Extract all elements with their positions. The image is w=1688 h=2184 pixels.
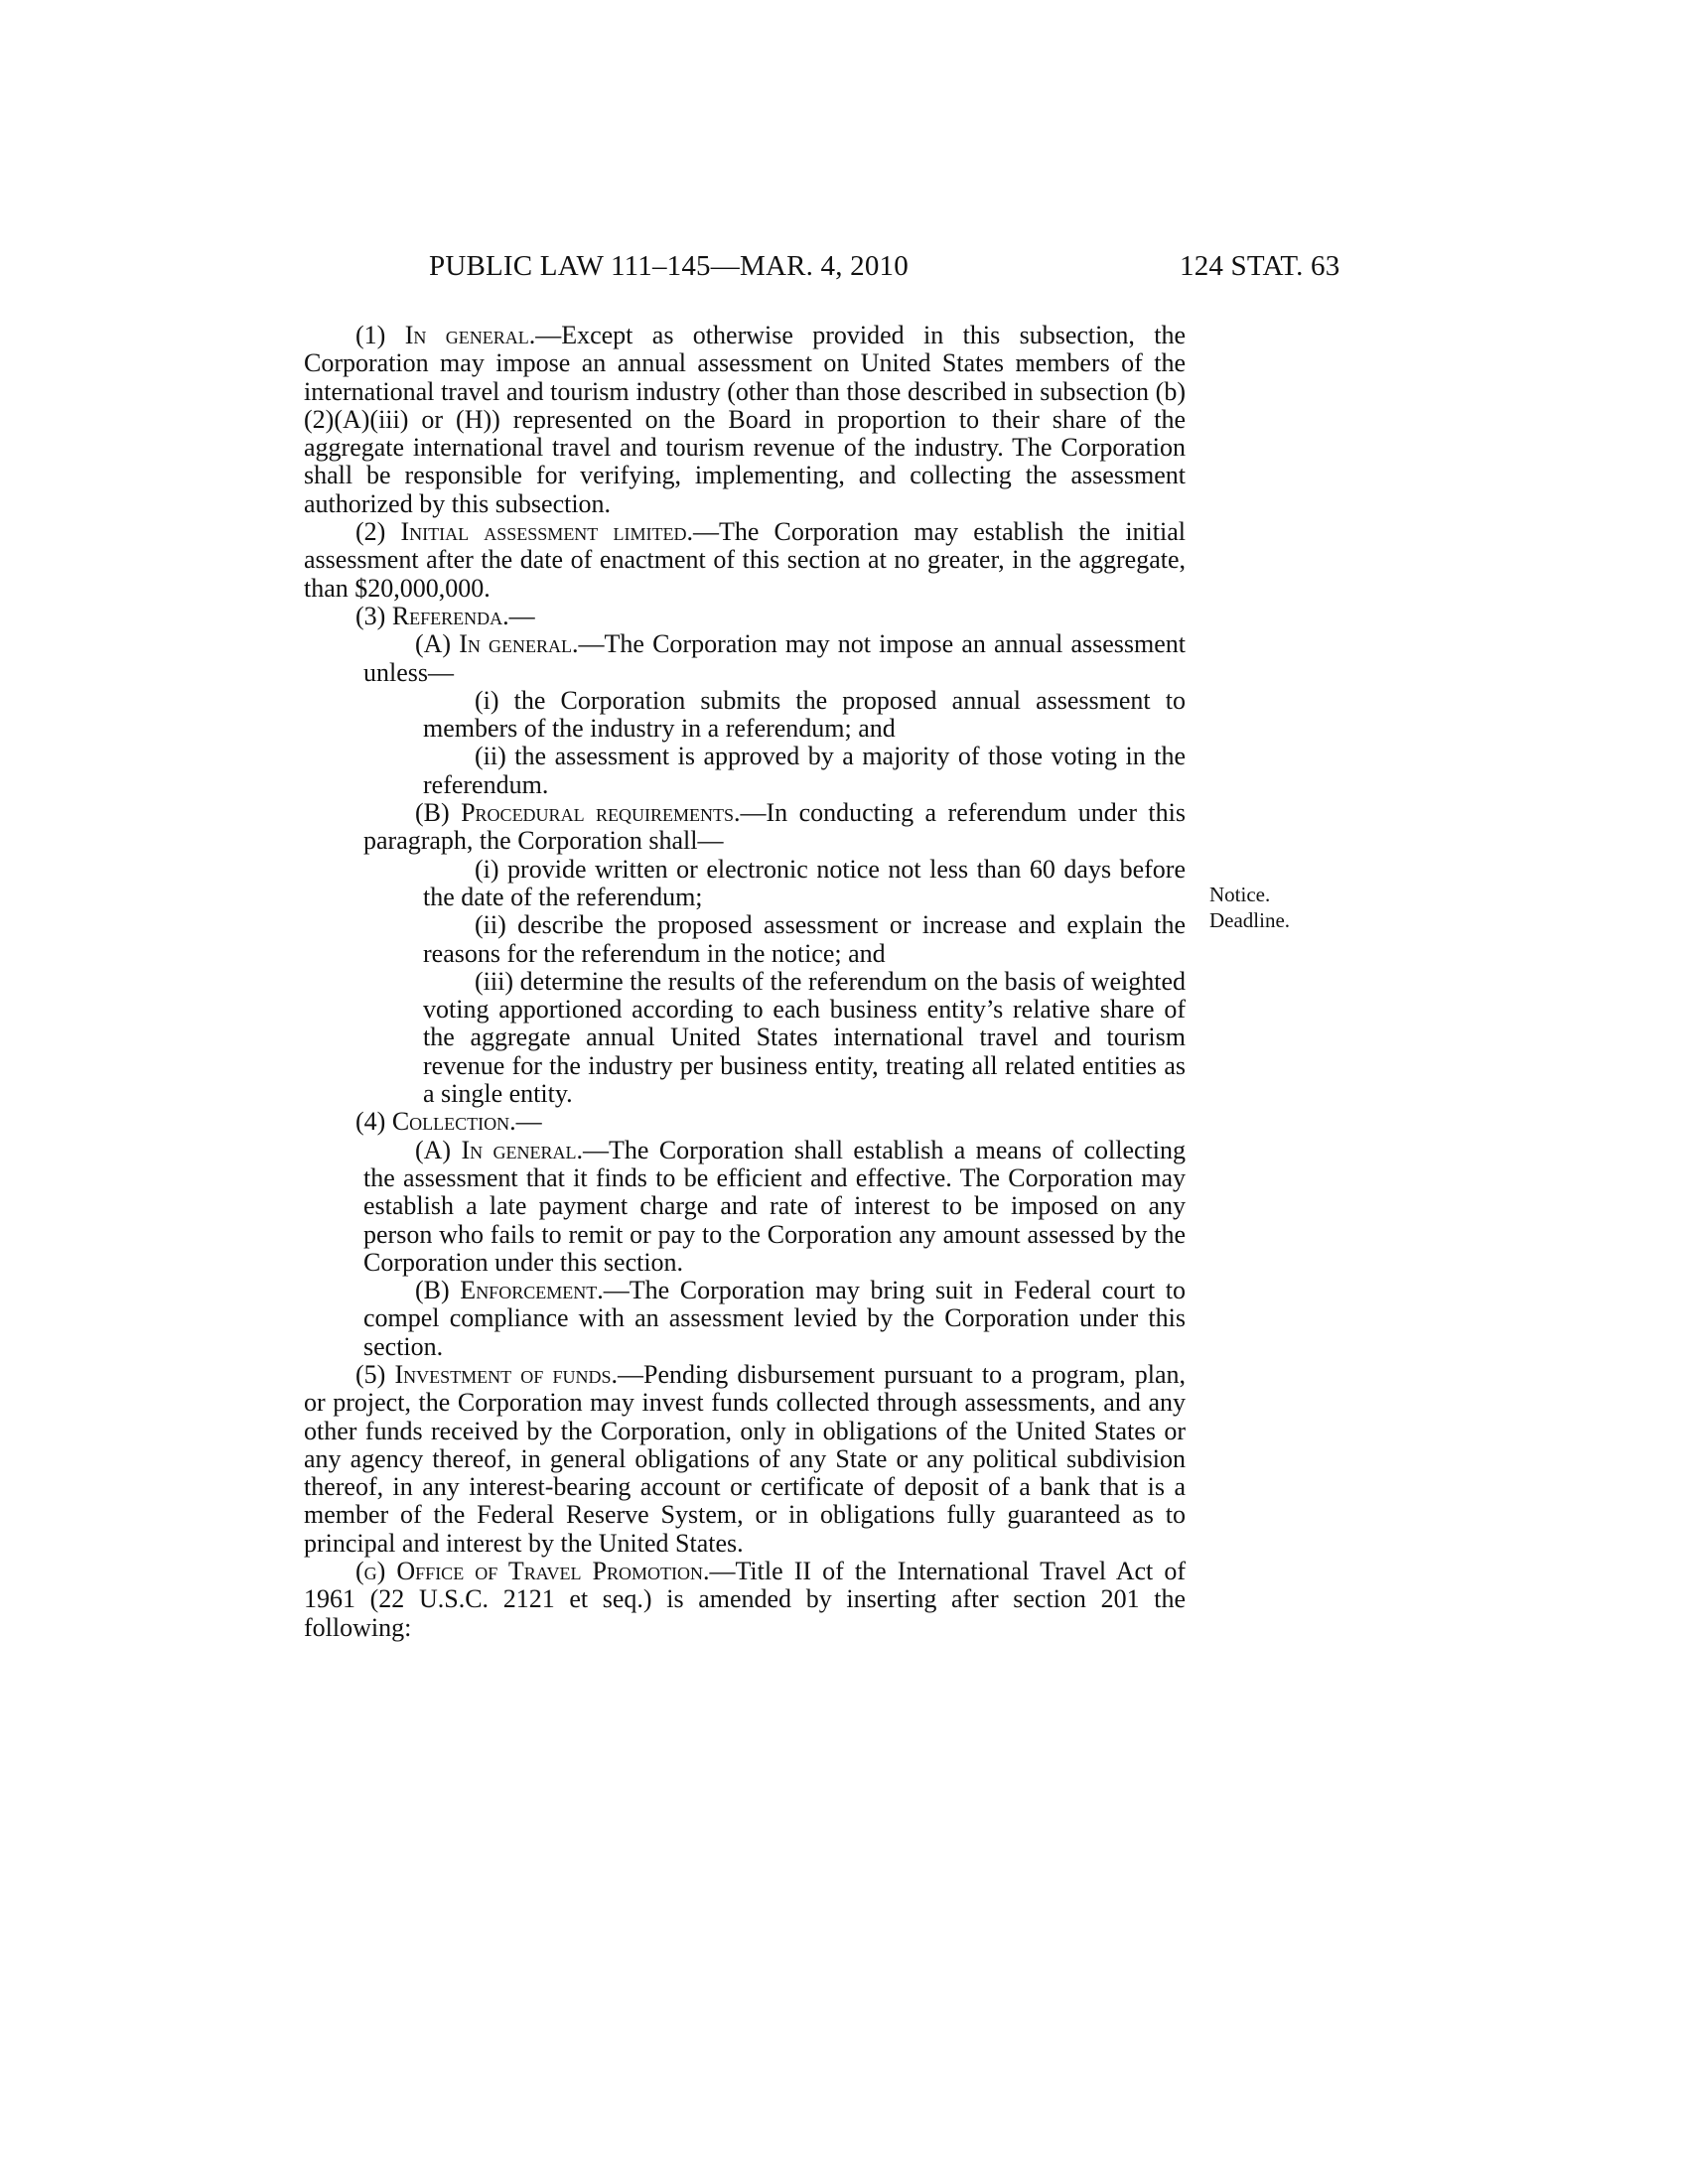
margin-note-deadline: Deadline.: [1209, 908, 1291, 932]
clause-3A-ii: (ii) the assessment is approved by a majority of those voting in the referendum.: [423, 742, 1186, 799]
subparagraph-4B-heading: (B) Enforcement.: [415, 1276, 604, 1305]
paragraph-4: [304, 1108, 1186, 1136]
paragraph-1-heading: (1) In general.: [355, 321, 536, 349]
paragraph-4-text: —: [515, 1107, 542, 1137]
subparagraph-3A-text: —The Corporation may not impose an annual assessment unless—: [363, 629, 1186, 687]
subparagraph-3A-heading: (A) In general.: [415, 629, 579, 659]
statute-body: [304, 322, 1186, 1642]
paragraph-4-heading: (4) Collection.: [355, 1107, 516, 1137]
paragraph-1-text: —Except as otherwise provided in this subsection, the Corporation may impose an annual assessment on United States members of the international travel and tourism industry (other than those described in subsection (b)(2)(A)(iii) or (H)) represented on the Board in proportion to their share of the aggregate international travel and tourism revenue of the industry. The Corporation shall be responsible for verifying, implementing, and collecting the assessment authorized by this subsection.: [304, 321, 1186, 518]
running-head-title: PUBLIC LAW 111–145—MAR. 4, 2010: [429, 250, 909, 282]
subparagraph-3B: [304, 799, 1186, 856]
paragraph-5-heading: (5) Investment of funds.: [355, 1359, 618, 1389]
subparagraph-3B-text: —In conducting a referendum under this paragraph, the Corporation shall—: [363, 798, 1186, 856]
running-head-stat-citation: 124 STAT. 63: [1180, 250, 1340, 282]
paragraph-5-text: —Pending disbursement pursuant to a program, plan, or project, the Corporation may invest funds collected through assessments, and any other funds received by the Corporation, only in obligations of the United States or any agency thereof, in general obligations of any State or any political subdivision thereof, in any interest-bearing account or certificate of deposit of a bank that is a member of the Federal Reserve System, or in obligations fully guaranteed as to principal and interest by the United States.: [304, 1359, 1186, 1558]
subsection-g-text: —Title II of the International Travel Act of 1961 (22 U.S.C. 2121 et seq.) is amended by inserting after section 201 the following:: [304, 1557, 1186, 1642]
subsection-g: [304, 1558, 1186, 1642]
clause-3B-i: (i) provide written or electronic notice not less than 60 days before the date of the referendum;: [423, 854, 1186, 911]
subparagraph-4A-text: —The Corporation shall establish a means of collecting the assessment that it finds to be efficient and effective. The Corporation may establish a late payment charge and rate of interest to be imposed on any person who fails to remit or pay to the Corporation any amount assessed by the Corporation under this section.: [363, 1135, 1186, 1277]
subparagraph-4B-text: —The Corporation may bring suit in Federal court to compel compliance with an assessment levied by the Corporation under this section.: [363, 1276, 1186, 1361]
paragraph-1: [304, 322, 1186, 518]
margin-note-notice: Notice.: [1209, 883, 1271, 906]
paragraph-2-heading: (2) Initial assessment limited.: [355, 517, 693, 547]
subsection-g-heading: (g) Office of Travel Promotion.: [355, 1557, 710, 1586]
clause-3A-i: (i) the Corporation submits the proposed annual assessment to members of the industry in a referendum; and: [423, 685, 1186, 744]
subparagraph-3B-heading: (B) Procedural requirements.: [415, 798, 741, 828]
running-head: [0, 250, 1688, 290]
paragraph-2: [304, 518, 1186, 603]
margin-notes: [1209, 882, 1290, 933]
subparagraph-4A: [304, 1137, 1186, 1277]
paragraph-2-text: —The Corporation may establish the initial assessment after the date of enactment of this section at no greater, in the aggregate, than $20,000,000.: [304, 517, 1186, 603]
paragraph-5: [304, 1361, 1186, 1558]
clause-3B-ii: (ii) describe the proposed assessment or increase and explain the reasons for the referendum in the notice; and: [423, 910, 1186, 968]
subparagraph-3A: [304, 630, 1186, 687]
subparagraph-4B: [304, 1277, 1186, 1361]
paragraph-3: [304, 603, 1186, 630]
paragraph-3-heading: (3) Referenda.: [355, 601, 509, 630]
paragraph-3-text: —: [508, 601, 535, 630]
clause-3B-iii: (iii) determine the results of the referendum on the basis of weighted voting apportioned according to each business entity’s relative share of the aggregate annual United States international travel and tourism revenue for the industry per business entity, treating all related entities as a single entity.: [423, 966, 1186, 1109]
subparagraph-4A-heading: (A) In general.: [415, 1135, 584, 1164]
